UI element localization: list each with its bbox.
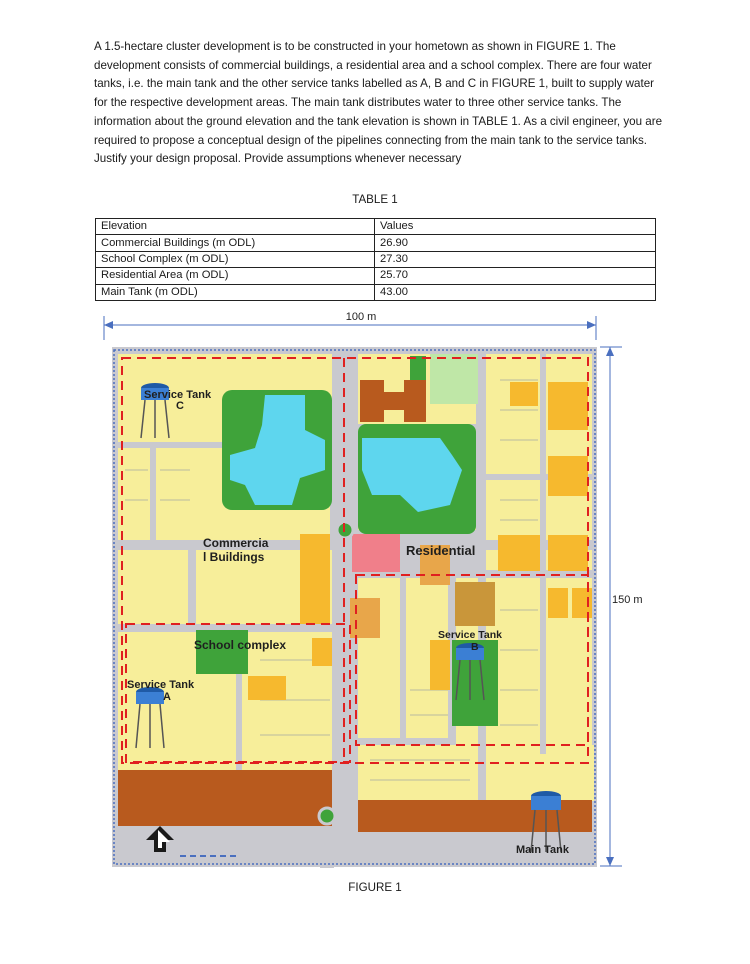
service-tank-c-label: Service Tank xyxy=(144,389,212,401)
service-tank-a-label: Service Tank xyxy=(127,679,195,691)
row-label: Commercial Buildings (m ODL) xyxy=(96,235,375,251)
service-tank-b-label: Service Tank xyxy=(438,629,503,641)
row-value: 25.70 xyxy=(375,268,656,284)
row-label: Residential Area (m ODL) xyxy=(96,268,375,284)
residential-label: Residential xyxy=(406,543,476,558)
header-elevation: Elevation xyxy=(96,219,375,235)
header-values: Values xyxy=(375,219,656,235)
row-value: 43.00 xyxy=(375,284,656,300)
width-dimension xyxy=(104,311,596,340)
height-dimension xyxy=(600,347,643,866)
row-label: School Complex (m ODL) xyxy=(96,251,375,267)
commercial-label-line1: Commercia xyxy=(203,536,269,550)
school-complex-label: School complex xyxy=(194,638,287,652)
height-label: 150 m xyxy=(612,594,643,606)
row-value: 26.90 xyxy=(375,235,656,251)
width-label: 100 m xyxy=(345,311,377,323)
question-paragraph: A 1.5-hectare cluster development is to be constructed in your hometown as shown in FIGURE 1. The development consists of commercial buildings, a residential area and a school complex. There are four water tanks, i.e. the main tank and the other service tanks labelled as A, B and C in FIGURE 1, built to supply water for the respective development areas. The main tank distributes water to three other service tanks. The information about the ground elevation and the tank elevation is shown in TABLE 1. As a civil engineer, you are required to propose a conceptual design of the pipelines connecting from the main tank to the service tanks. Justify your design proposal. Provide assumptions whenever necessary xyxy=(94,40,663,166)
table-caption: TABLE 1 xyxy=(352,193,398,206)
service-tank-a-letter: A xyxy=(163,691,171,703)
row-value: 27.30 xyxy=(375,251,656,267)
commercial-label-line2: l Buildings xyxy=(203,550,265,564)
main-tank-label: Main Tank xyxy=(516,844,569,856)
row-label: Main Tank (m ODL) xyxy=(96,284,375,300)
map-base xyxy=(112,347,597,868)
service-tank-b-letter: B xyxy=(471,641,479,653)
figure-caption: FIGURE 1 xyxy=(348,881,402,894)
service-tank-c-letter: C xyxy=(176,400,184,412)
